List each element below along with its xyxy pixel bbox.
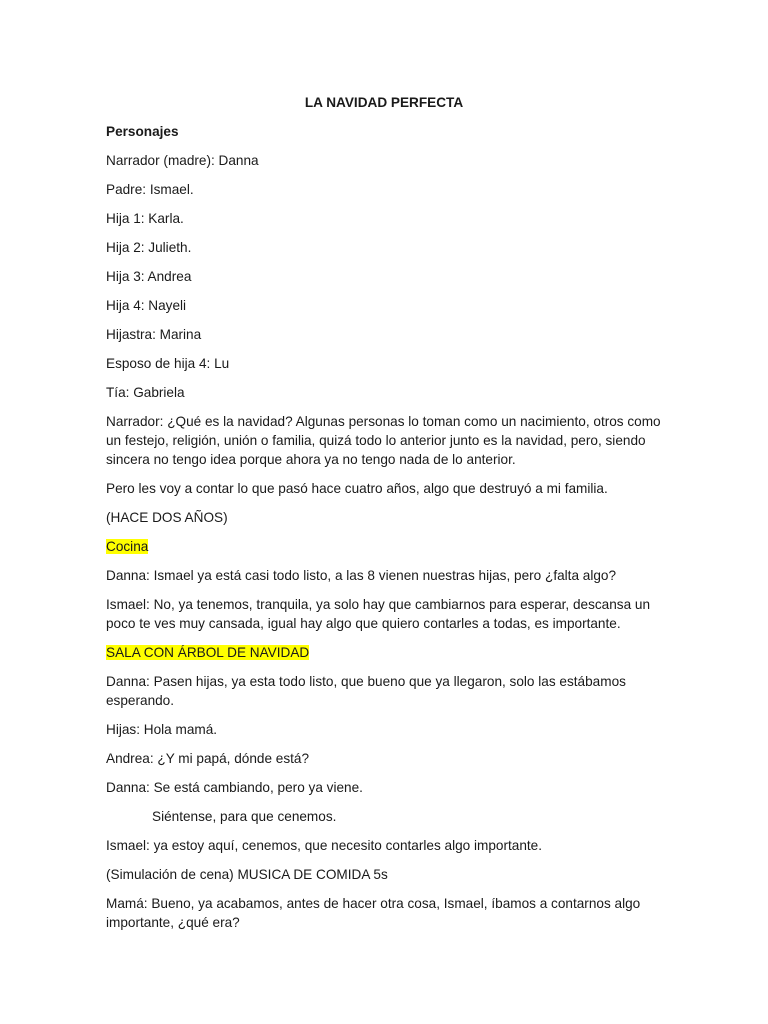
character-line: Esposo de hija 4: Lu	[106, 356, 230, 371]
narration-paragraph: Pero les voy a contar lo que pasó hace cuatro años, algo que destruyó a mi familia.	[106, 481, 608, 496]
dialogue-line: Andrea: ¿Y mi papá, dónde está?	[106, 751, 310, 766]
narration-paragraph: Narrador: ¿Qué es la navidad? Algunas personas lo toman como un nacimiento, otros como un festejo, religión, unión o familia, quizá todo lo anterior junto es la navidad, pero, siendo sincera no tengo idea porque ahora ya no tengo nada de lo anterior.	[106, 414, 661, 467]
character-line: Hija 4: Nayeli	[106, 298, 187, 313]
character-line: Narrador (madre): Danna	[106, 153, 259, 168]
character-line: Hijastra: Marina	[106, 327, 202, 342]
character-line: Hija 2: Julieth.	[106, 240, 192, 255]
scene-highlight: Cocina	[106, 539, 149, 554]
dialogue-continuation: Siéntense, para que cenemos.	[152, 809, 337, 824]
document-body	[106, 93, 662, 942]
character-line: Padre: Ismael.	[106, 182, 194, 197]
dialogue-line: Ismael: ya estoy aquí, cenemos, que necesito contarles algo importante.	[106, 838, 542, 853]
character-line: Hija 1: Karla.	[106, 211, 184, 226]
dialogue-line: Danna: Pasen hijas, ya esta todo listo, que bueno que ya llegaron, solo las estábamos esperando.	[106, 674, 626, 708]
dialogue-line: Hijas: Hola mamá.	[106, 722, 218, 737]
scene-heading-living-room	[106, 643, 662, 662]
characters-heading: Personajes	[106, 124, 179, 139]
scene-heading-kitchen	[106, 537, 662, 556]
dialogue-line: Danna: Se está cambiando, pero ya viene.	[106, 780, 363, 795]
document-title: LA NAVIDAD PERFECTA	[304, 95, 464, 110]
scene-highlight: SALA CON ÁRBOL DE NAVIDAD	[106, 645, 310, 660]
character-line: Tía: Gabriela	[106, 385, 185, 400]
stage-direction: (Simulación de cena) MUSICA DE COMIDA 5s	[106, 867, 388, 882]
dialogue-line: Mamá: Bueno, ya acabamos, antes de hacer otra cosa, Ismael, íbamos a contarnos algo importante, ¿qué era?	[106, 896, 641, 930]
dialogue-line: Ismael: No, ya tenemos, tranquila, ya solo hay que cambiarnos para esperar, descansa un poco te ves muy cansada, igual hay algo que quiero contarles a todas, es importante.	[106, 597, 651, 631]
time-note: (HACE DOS AÑOS)	[106, 510, 228, 525]
character-line: Hija 3: Andrea	[106, 269, 192, 284]
dialogue-line: Danna: Ismael ya está casi todo listo, a las 8 vienen nuestras hijas, pero ¿falta algo?	[106, 568, 617, 583]
